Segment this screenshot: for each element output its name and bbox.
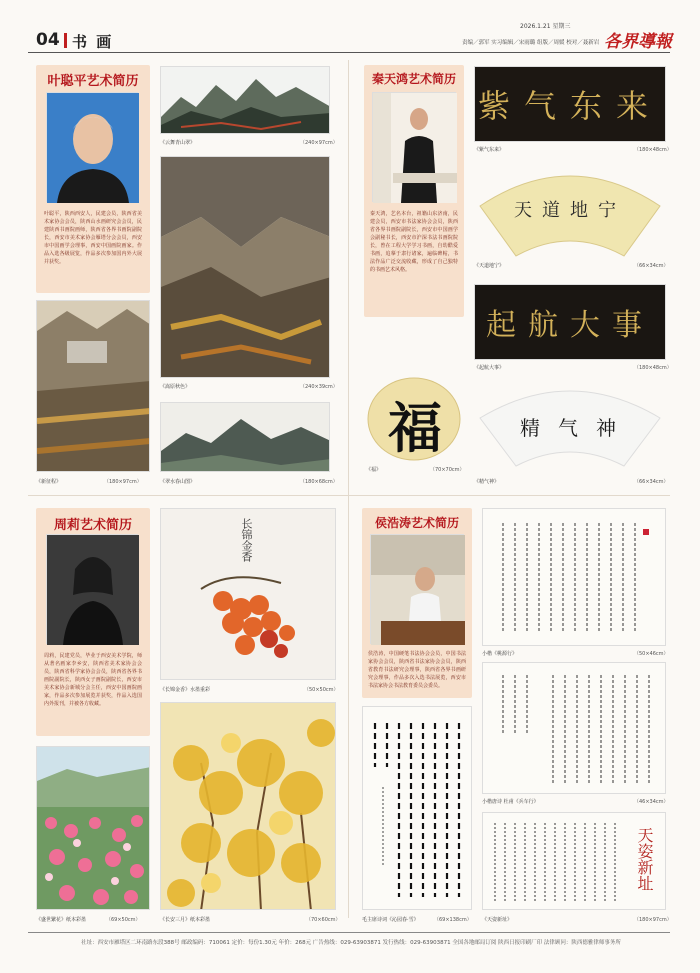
painting-xin-zheng-cheng: [36, 300, 150, 472]
bio-title-zhou: 周莉艺术简历: [53, 518, 132, 533]
bio-title-qin: 秦天鸿艺术简历: [371, 72, 456, 86]
bio-text-qin: 秦天鸿，艺名本台，祖籍山东济南，民建会员，西安市书法家协会会员，陕西省各界书画院副院长，西安市中国画学会副秘书长，西安市沪深书法书画院院长，曾在工程大学学习书画，自幼酷爱书画，追摹于隶行诸家，遍临碑帖，书法作品广泛交流收藏，形成了自己独特的书画艺术风格。: [370, 211, 458, 273]
bio-text-hou: 侯浩涛，中国硬笔书法协会会员，中国书法家协会会员，陕西省书法家协会会员，陕西省教育书法研究会理事，陕西省各界书画研究会理事，作品多次入选书法展览，西安市书法家协会书法教育委员会委员。: [368, 651, 466, 689]
header-rule: [28, 52, 670, 53]
column-divider: [348, 60, 349, 918]
painting-sheng-shi: [36, 746, 150, 910]
size-xin-zheng-cheng: （180×97cm）: [104, 479, 142, 485]
header-divider-bar: [64, 33, 67, 48]
painting-persimmons-title: 长锦金香: [240, 518, 253, 562]
calligraphy-zi-qi-text: 紫气东来: [477, 87, 662, 125]
size-zi-qi: （180×48cm）: [634, 147, 672, 153]
footer-rule: [28, 932, 670, 933]
size-yun-wu: （240×97cm）: [300, 140, 338, 146]
calligraphy-bing-che: [482, 662, 666, 794]
caption-chang-an: 《长安三月》纸本彩墨: [160, 917, 211, 923]
caption-tian-dao: 《天道地宁》: [474, 263, 505, 269]
calligraphy-zi-qi: [474, 66, 666, 142]
size-cui-shui: （180×68cm）: [300, 479, 338, 485]
bio-title-ye: 叶聪平艺术简历: [47, 74, 139, 89]
calligraphy-tao-yuan: [482, 508, 666, 646]
caption-sheng-shi: 《盛世繁花》纸本彩墨: [36, 917, 87, 923]
portrait-zhou: [46, 534, 138, 644]
calligraphy-fan-jing-qi-text: 精气神: [520, 416, 634, 440]
caption-zi-qi: 《紫气东来》: [474, 147, 505, 153]
caption-cui-shui: 《翠水春山图》: [160, 479, 196, 485]
caption-tao-yuan: 小楷《桃源行》: [482, 651, 518, 657]
caption-tian-zi: 《天姿新址》: [482, 917, 513, 923]
calligraphy-fan-tian-dao: [474, 166, 666, 258]
size-qi-hang: （180×48cm）: [634, 365, 672, 371]
size-tao-yuan: （50×46cm）: [634, 651, 669, 657]
staff-credits: 责编／郭军 实习编辑／宋雨璐 组版／周媛 校对／聂新岩: [462, 40, 600, 46]
section-title: 书 画: [72, 33, 114, 51]
size-bing-che: （46×34cm）: [634, 799, 669, 805]
calligraphy-qin-yuan-chun: [362, 706, 472, 910]
size-song-yuan: （240×39cm）: [300, 384, 338, 390]
caption-xin-zheng-cheng: 《新征程》: [36, 479, 62, 485]
size-tian-dao: （66×34cm）: [634, 263, 669, 269]
calligraphy-fu: [362, 376, 466, 462]
painting-cui-shui: [160, 402, 330, 472]
portrait-qin: [372, 92, 456, 202]
caption-qin-yuan-chun: 毛主席诗词《沁园春·雪》: [362, 917, 419, 923]
caption-song-yuan: 《嵩原秋色》: [160, 384, 191, 390]
portrait-ye: [46, 92, 138, 202]
size-fu: （70×70cm）: [430, 467, 465, 473]
footer-info: 社址：西安市雁塔区二环南路东段388号 邮政编码：710061 定价：每份1.30元 年价：268元 广告热线：029-63903871 发行热线：029-63903871 全国各地邮局订阅 陕西日报印刷厂印 法律顾问：陕西德雅律师事务所: [81, 940, 621, 946]
size-qin-yuan-chun: （69×138cm）: [434, 917, 472, 923]
caption-yun-wu: 《云舞青山翠》: [160, 140, 196, 146]
caption-jing-qi: 《精气神》: [474, 479, 500, 485]
calligraphy-fan-jing-qi: [474, 382, 666, 468]
issue-date: 2026.1.21 星期三: [520, 23, 571, 30]
size-jing-qi: （66×34cm）: [634, 479, 669, 485]
size-tian-zi: （180×97cm）: [634, 917, 672, 923]
portrait-hou: [370, 534, 464, 644]
caption-bing-che: 小楷唐诗 杜甫《兵车行》: [482, 799, 539, 805]
caption-fu: 《福》: [366, 467, 382, 473]
page-number: 04: [36, 30, 60, 50]
size-sheng-shi: （69×50cm）: [106, 917, 141, 923]
caption-qi-hang: 《起航大事》: [474, 365, 505, 371]
calligraphy-fan-tian-dao-text: 天道地宁: [514, 200, 626, 221]
painting-song-yuan: [160, 156, 330, 378]
bio-text-ye: 叶聪平，陕西西安人，民建会员，陕西省美术家协会会员，陕西山水画研究会会员，民建陕西书画院画师，陕西省各界书画院副院长，西安市美术家协会雁塔分会会员，西安市中国画学会理事，西安中国画院画家。作品入选各级展览，作品多次参加国内外大展并获奖。: [44, 211, 142, 265]
painting-chang-an: [160, 702, 336, 910]
size-persimmons: （50×50cm）: [304, 687, 339, 693]
newspaper-logo: 各界導報: [604, 32, 672, 52]
painting-yun-wu: [160, 66, 330, 134]
bio-title-hou: 侯浩涛艺术简历: [374, 516, 459, 530]
caption-persimmons: 《长锦金香》水墨重彩: [160, 687, 211, 693]
bio-text-zhou: 周莉，民建党员，毕业于西安美术学院，师从著名画家李乡安，陕西省美术家协会会员，陕西省科学家协会会员，陕西省各界书画院副院长，陕西女子画院副院长，西安市美术家协会新城分会主任，西安中国画院画家，作品多次参加展览并获奖，作品入选国内外报刊，并被各方收藏。: [44, 653, 142, 707]
calligraphy-tian-zi-text: 天姿新址: [635, 827, 654, 891]
calligraphy-qi-hang-text: 起航大事: [486, 308, 654, 343]
calligraphy-tian-zi: [482, 812, 666, 910]
calligraphy-fu-text: 福: [388, 396, 442, 460]
size-chang-an: （70×60cm）: [306, 917, 341, 923]
calligraphy-qi-hang: [474, 284, 666, 360]
row-divider: [28, 495, 670, 496]
